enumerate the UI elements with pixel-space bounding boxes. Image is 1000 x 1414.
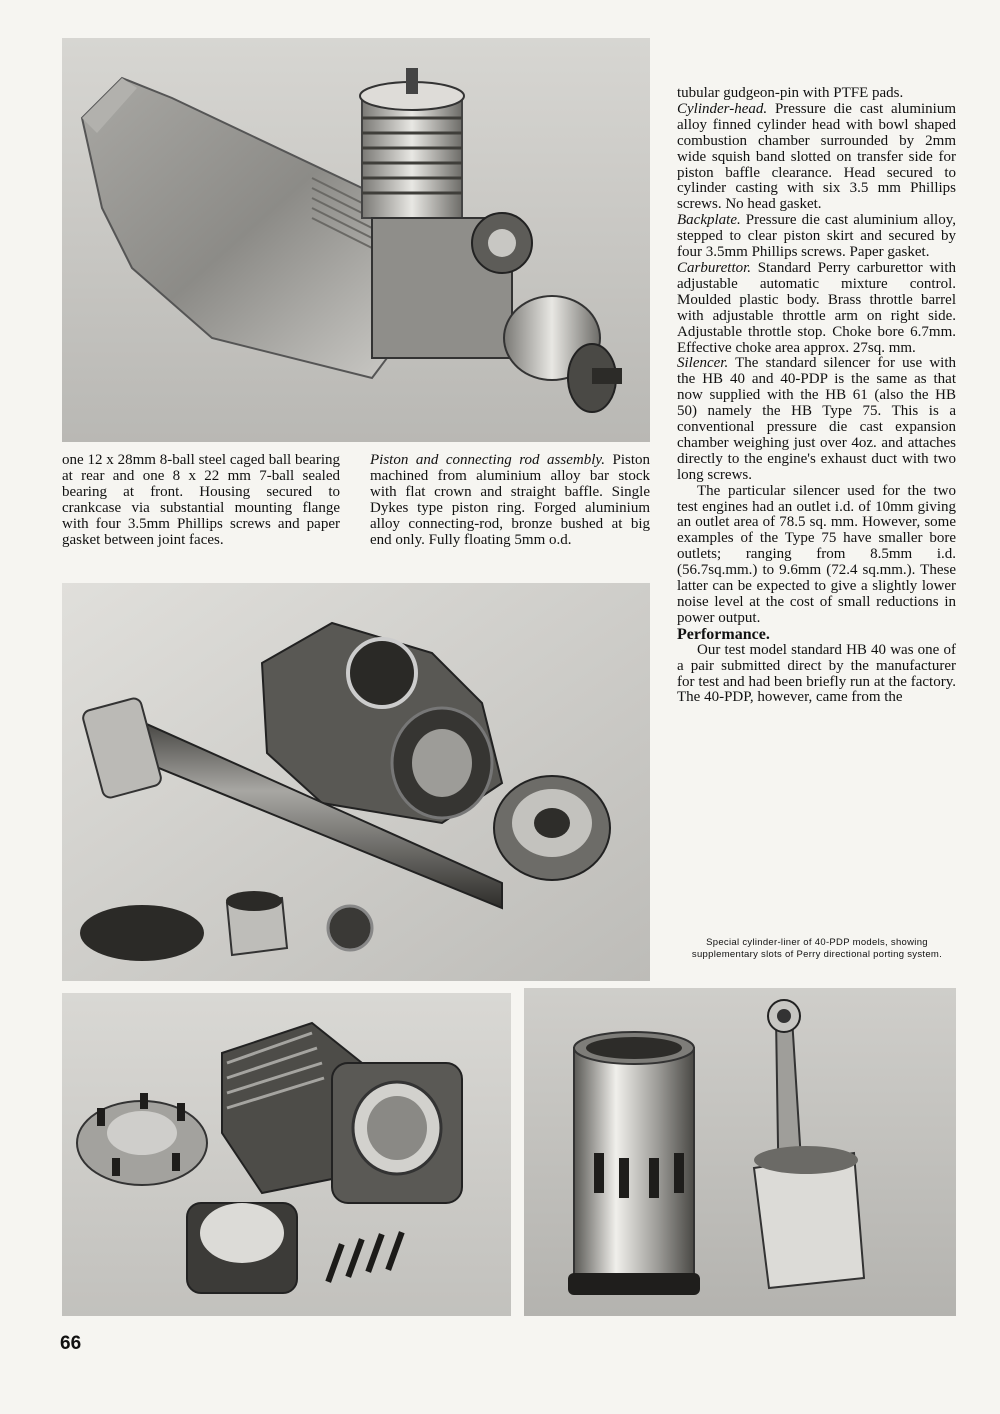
page-number: 66 <box>60 1333 82 1354</box>
paragraph: The particular silencer used for the two test engines had an outlet i.d. of 10mm giving an outlet area of 78.5 sq. mm. However, some examples of the Type 75 have smaller bore outlets; ranging from 8.5mm i.d. (56.7sq.mm.) to 9.6mm (72.4 sq.mm.). These latter can be expected to give a slightly lower noise level at the cost of small reductions in power output. <box>677 482 956 626</box>
paragraph <box>677 102 956 213</box>
photo-cylinder-liner-piston <box>524 988 956 1316</box>
run-in-heading: Carburettor. <box>677 259 752 276</box>
paragraph <box>677 213 956 261</box>
run-in-heading: Piston and connecting rod assembly. <box>370 452 605 468</box>
paragraph-text: Standard Perry carburettor with adjustable automatic mixture control. Moulded plastic body. Brass throttle barrel with adjustable throttle arm on right side. Adjustable throttle stop. Choke bore 6.7mm. Effective choke area approx. 27sq. mm. <box>677 259 956 356</box>
paragraph-text: The standard silencer for use with the HB 40 and 40-PDP is the same as that now supplied with the HB 61 (also the HB 50) namely the HB Type 75. This is a conventional pressure die cast expansion chamber weighing just over 4oz. and attaches directly to the engine's exhaust duct with two long screws. <box>677 355 956 483</box>
text-column-left <box>62 453 340 548</box>
paragraph-text: Pressure die cast aluminium alloy, stepped to clear piston skirt and secured by four 3.5mm Phillips screws. Paper gasket. <box>677 212 956 261</box>
photo-complete-engine <box>62 38 650 442</box>
run-in-heading: Cylinder-head. <box>677 100 768 117</box>
paragraph <box>677 261 956 356</box>
paragraph <box>370 453 650 548</box>
paragraph-text: Piston machined from aluminium alloy bar stock with flat crown and straight baffle. Single Dykes type piston ring. Forged aluminium alloy connecting-rod, bronze bushed at big end only. Fully floating 5mm o.d. <box>370 452 650 548</box>
text-column-middle <box>370 453 650 548</box>
text-column-right <box>677 86 956 706</box>
photo-caption: Special cylinder-liner of 40-PDP models, showing supplementary slots of Perry directional porting system. <box>691 937 943 960</box>
paragraph-text: Pressure die cast aluminium alloy finned cylinder head with bowl shaped combustion chamber surrounded by 2mm wide squish band slotted on transfer side for piston baffle clearance. Head secured to cylinder casting with six 3.5 mm Phillips screws. No head gasket. <box>677 100 956 213</box>
run-in-heading: Silencer. <box>677 355 729 372</box>
paragraph <box>677 356 956 483</box>
photo-cylinder-backplate-head <box>62 993 511 1316</box>
paragraph: Our test model standard HB 40 was one of a pair submitted direct by the manufacturer for test and had been briefly run at the factory. The 40-PDP, however, came from the <box>677 641 956 706</box>
paragraph: tubular gudgeon-pin with PTFE pads. <box>677 85 904 101</box>
photo-crankcase-crankshaft <box>62 583 650 981</box>
section-heading: Performance. <box>677 625 770 643</box>
paragraph: one 12 x 28mm 8-ball steel caged ball bearing at rear and one 8 x 22 mm 7-ball sealed bearing at front. Housing secured to crankcase via substantial mounting flange with four 3.5mm Phillips screws and paper gasket between joint faces. <box>62 452 340 548</box>
run-in-heading: Backplate. <box>677 212 741 229</box>
